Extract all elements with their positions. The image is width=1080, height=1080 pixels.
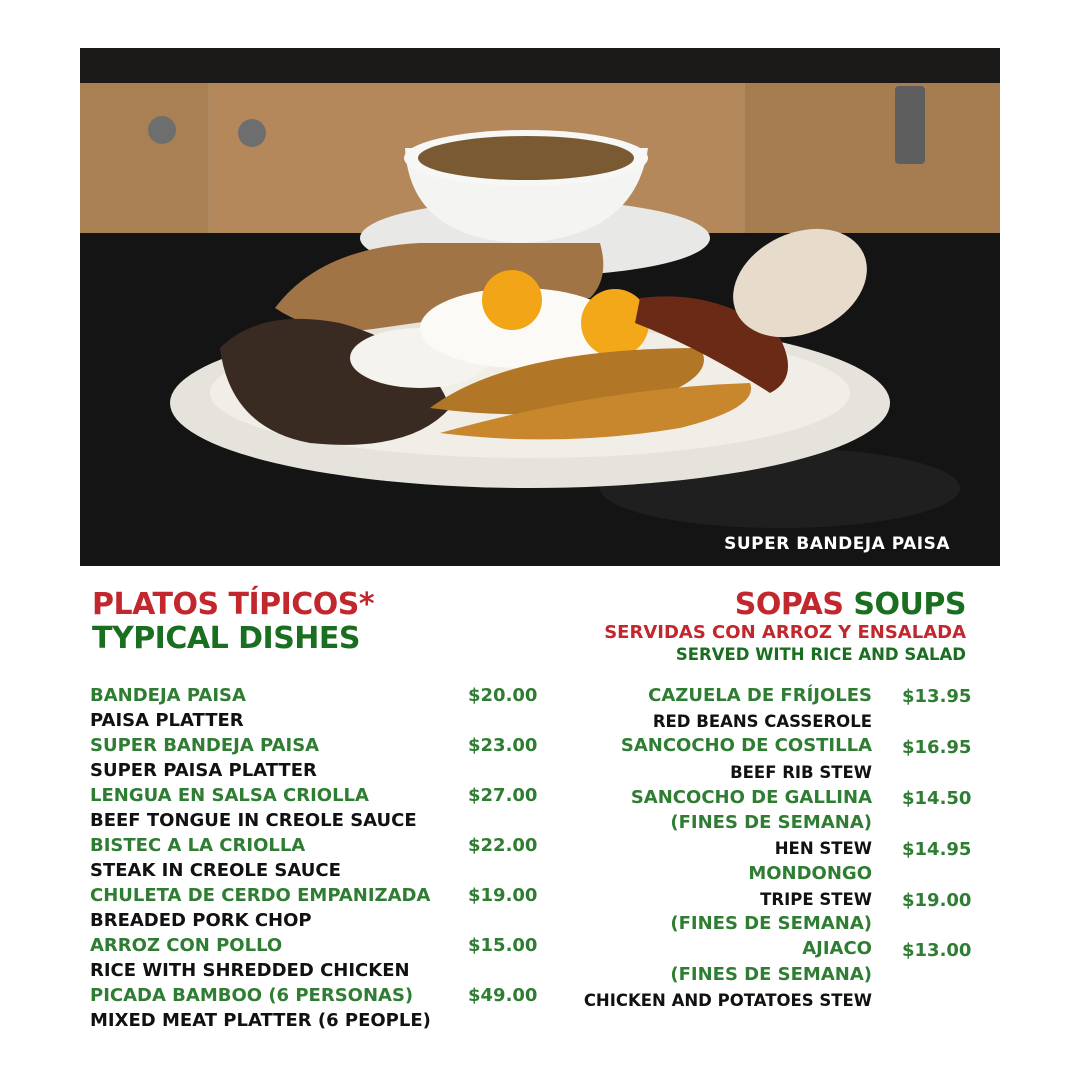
- soup-name-en: BEEF RIB STEW: [730, 763, 872, 782]
- soup-price: $13.00: [902, 940, 972, 961]
- dish-name-es: PICADA BAMBOO (6 PERSONAS): [90, 985, 414, 1006]
- bandeja-paisa-illustration: [80, 48, 1000, 566]
- soup-name-en: TRIPE STEW: [760, 890, 872, 909]
- soup-name-es: (FINES DE SEMANA): [670, 812, 872, 833]
- dish-name-es: ARROZ CON POLLO: [90, 935, 283, 956]
- soup-price: $14.50: [902, 788, 972, 809]
- soup-name-es: (FINES DE SEMANA): [670, 964, 872, 985]
- hero-photo: [80, 48, 1000, 566]
- soup-name-en: HEN STEW: [774, 839, 872, 858]
- dish-name-es: BISTEC A LA CRIOLLA: [90, 835, 306, 856]
- soup-name-es: AJIACO: [802, 938, 872, 959]
- soups-title: [735, 588, 966, 622]
- soup-price: $16.95: [902, 737, 972, 758]
- soups-title-en: SOUPS: [853, 587, 966, 622]
- soups-title-es: SOPAS: [734, 587, 844, 622]
- soup-price: $14.95: [902, 839, 972, 860]
- soup-price: $19.00: [902, 890, 972, 911]
- photo-caption: SUPER BANDEJA PAISA: [724, 534, 950, 554]
- soup-name-en: RED BEANS CASSEROLE: [652, 712, 872, 731]
- soup-name-es: (FINES DE SEMANA): [670, 913, 872, 934]
- dish-price: $19.00: [468, 885, 538, 906]
- dish-price: $22.00: [468, 835, 538, 856]
- dish-name-es: LENGUA EN SALSA CRIOLLA: [90, 785, 369, 806]
- dish-name-en: BEEF TONGUE IN CREOLE SAUCE: [90, 810, 417, 831]
- soup-name-es: SANCOCHO DE GALLINA: [630, 787, 872, 808]
- soup-name-en: CHICKEN AND POTATOES STEW: [583, 991, 872, 1010]
- dish-price: $27.00: [468, 785, 538, 806]
- dish-name-en: SUPER PAISA PLATTER: [90, 760, 317, 781]
- dish-name-en: BREADED PORK CHOP: [90, 910, 312, 931]
- dish-name-en: PAISA PLATTER: [90, 710, 244, 731]
- soup-price: $13.95: [902, 686, 972, 707]
- dish-price: $15.00: [468, 935, 538, 956]
- soup-name-es: MONDONGO: [748, 863, 872, 884]
- dish-name-es: BANDEJA PAISA: [90, 685, 246, 706]
- dish-name-en: RICE WITH SHREDDED CHICKEN: [90, 960, 410, 981]
- dish-name-es: CHULETA DE CERDO EMPANIZADA: [90, 885, 431, 906]
- typical-title-en: TYPICAL DISHES: [92, 621, 361, 656]
- soups-subtitle-en: SERVED WITH RICE AND SALAD: [675, 645, 966, 664]
- dish-price: $20.00: [468, 685, 538, 706]
- typical-title-es: PLATOS TÍPICOS*: [92, 587, 375, 622]
- dish-name-es: SUPER BANDEJA PAISA: [90, 735, 320, 756]
- soup-name-es: SANCOCHO DE COSTILLA: [620, 735, 872, 756]
- dish-price: $23.00: [468, 735, 538, 756]
- dish-name-en: MIXED MEAT PLATTER (6 PEOPLE): [90, 1010, 431, 1031]
- soup-name-es: CAZUELA DE FRÍJOLES: [648, 685, 872, 706]
- dish-price: $49.00: [468, 985, 538, 1006]
- soups-subtitle-es: SERVIDAS CON ARROZ Y ENSALADA: [604, 622, 966, 643]
- dish-name-en: STEAK IN CREOLE SAUCE: [90, 860, 341, 881]
